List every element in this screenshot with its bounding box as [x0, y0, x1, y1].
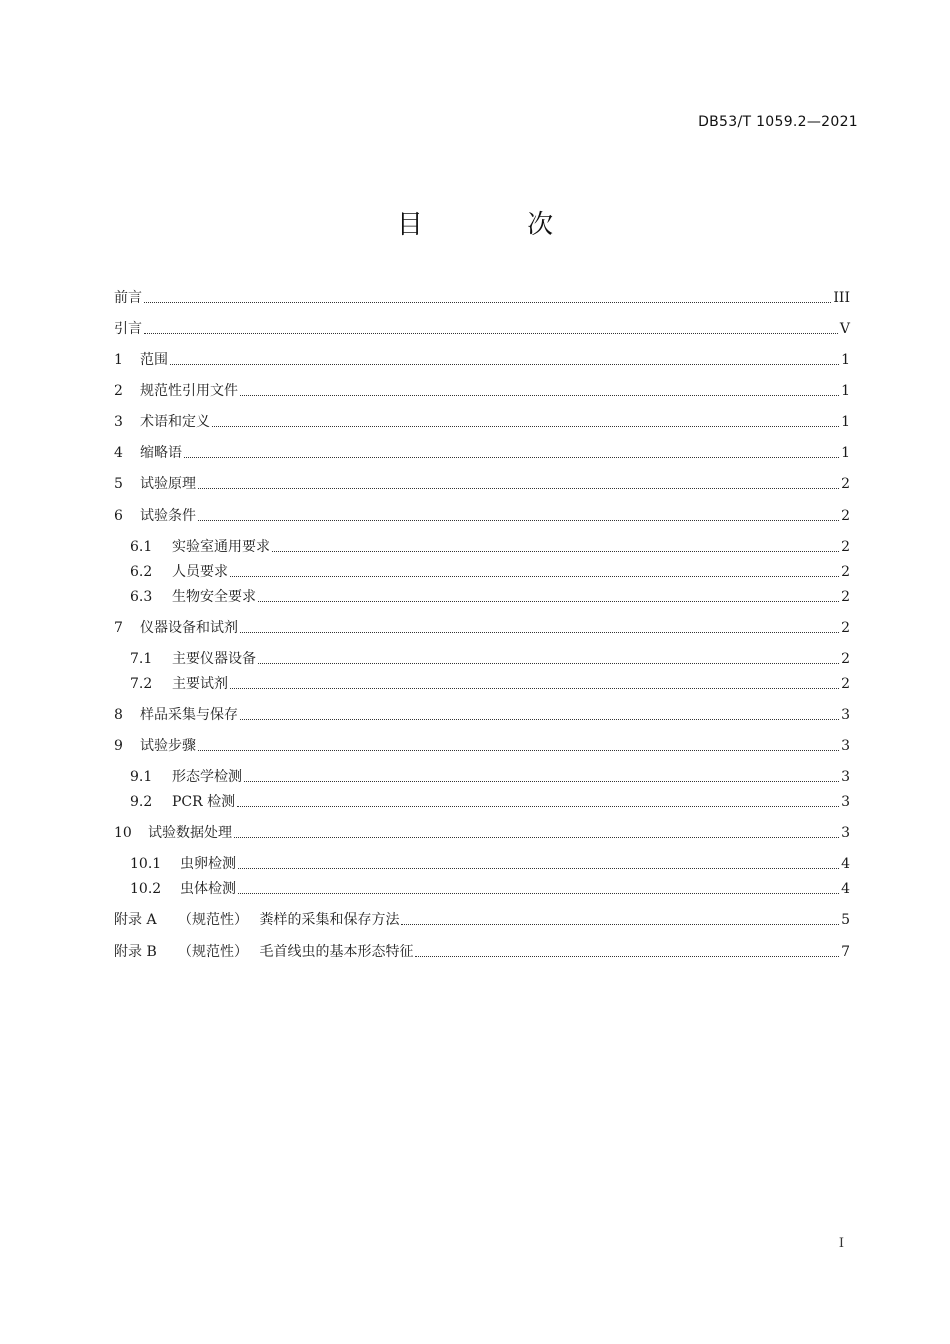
toc-leader-dots [415, 956, 839, 957]
toc-entry-label: 虫卵检测 [180, 856, 236, 872]
toc-leader-dots [238, 868, 839, 869]
toc-leader-dots [198, 488, 839, 489]
toc-leader-dots [240, 719, 839, 720]
toc-entry-page: 2 [841, 589, 850, 605]
toc-entry-number: 9.1 [130, 769, 153, 785]
toc-entry-page: 2 [841, 651, 850, 667]
toc-entry-label: 前言 [114, 290, 142, 306]
toc-entry[interactable] [114, 704, 850, 726]
toc-entry-page: 2 [841, 476, 850, 492]
toc-entry-page: V [839, 321, 850, 337]
toc-entry-number: 9.2 [130, 794, 153, 810]
toc-entry[interactable] [114, 318, 850, 340]
toc-entry-page: 7 [841, 944, 850, 960]
toc-entry-page: 3 [841, 769, 850, 785]
toc-leader-dots [184, 457, 839, 458]
toc-entry[interactable] [130, 853, 850, 875]
toc-entry[interactable] [114, 505, 850, 527]
toc-entry-number: 9 [114, 738, 123, 754]
toc-entry-page: 3 [841, 738, 850, 754]
toc-entry-number: 7.2 [130, 676, 153, 692]
toc-entry-label: 引言 [114, 321, 142, 337]
toc-entry[interactable] [114, 349, 850, 371]
toc-entry[interactable] [114, 909, 850, 931]
toc-entry-label: （规范性） 毛首线虫的基本形态特征 [178, 944, 414, 960]
toc-entry-label: 样品采集与保存 [140, 707, 238, 723]
toc-entry-label: 范围 [140, 352, 168, 368]
toc-entry-page: III [833, 290, 850, 306]
toc-leader-dots [230, 688, 839, 689]
toc-entry-label: 仪器设备和试剂 [140, 620, 238, 636]
toc-entry[interactable] [114, 941, 850, 963]
toc-leader-dots [234, 837, 839, 838]
toc-leader-dots [244, 781, 839, 782]
toc-leader-dots [272, 551, 839, 552]
toc-entry-number: 10.1 [130, 856, 162, 872]
toc-entry-label: 主要仪器设备 [172, 651, 256, 667]
toc-entry-page: 3 [841, 707, 850, 723]
toc-leader-dots [237, 806, 839, 807]
toc-entry[interactable] [130, 673, 850, 695]
toc-entry-page: 5 [841, 912, 850, 928]
toc-leader-dots [401, 924, 839, 925]
toc-entry-page: 2 [841, 508, 850, 524]
toc-leader-dots [144, 333, 838, 334]
toc-entry-number: 7 [114, 620, 123, 636]
toc-entry-label: 试验条件 [140, 508, 196, 524]
toc-entry-number: 6.1 [130, 539, 153, 555]
toc-entry-label: 试验数据处理 [148, 825, 232, 841]
toc-entry-number: 4 [114, 445, 123, 461]
toc-entry-page: 1 [841, 414, 850, 430]
toc-entry-number: 3 [114, 414, 123, 430]
toc-entry-number: 7.1 [130, 651, 153, 667]
toc-entry[interactable] [130, 586, 850, 608]
toc-leader-dots [258, 601, 839, 602]
toc-entry-label: （规范性） 粪样的采集和保存方法 [178, 912, 400, 928]
toc-entry-page: 4 [841, 881, 850, 897]
toc-entry[interactable] [130, 561, 850, 583]
toc-entry[interactable] [114, 617, 850, 639]
toc-entry[interactable] [130, 536, 850, 558]
toc-leader-dots [238, 893, 839, 894]
toc-entry-page: 2 [841, 676, 850, 692]
page-number: I [838, 1236, 844, 1251]
toc-entry-label: PCR 检测 [172, 794, 236, 810]
toc-entry-number: 6.2 [130, 564, 153, 580]
toc-entry[interactable] [130, 648, 850, 670]
toc-leader-dots [240, 395, 839, 396]
toc-entry-label: 形态学检测 [172, 769, 242, 785]
toc-leader-dots [230, 576, 839, 577]
toc-entry-page: 2 [841, 620, 850, 636]
toc-entry-number: 5 [114, 476, 123, 492]
toc-entry[interactable] [130, 766, 850, 788]
toc-entry-page: 2 [841, 539, 850, 555]
toc-entry-page: 3 [841, 794, 850, 810]
toc-leader-dots [212, 426, 839, 427]
toc-entry[interactable] [130, 878, 850, 900]
toc-entry-label: 主要试剂 [172, 676, 228, 692]
document-code: DB53/T 1059.2—2021 [698, 114, 858, 130]
toc-entry-number: 2 [114, 383, 123, 399]
page-title: 目 次 [396, 210, 602, 240]
toc-entry-label: 虫体检测 [180, 881, 236, 897]
toc-entry-page: 3 [841, 825, 850, 841]
toc-entry-number: 10.2 [130, 881, 162, 897]
toc-entry-label: 生物安全要求 [172, 589, 256, 605]
toc-entry-page: 1 [841, 445, 850, 461]
toc-leader-dots [258, 663, 839, 664]
toc-entry-label: 缩略语 [140, 445, 182, 461]
toc-entry[interactable] [114, 822, 850, 844]
toc-leader-dots [170, 364, 839, 365]
toc-entry-label: 试验原理 [140, 476, 196, 492]
toc-entry-label: 术语和定义 [140, 414, 210, 430]
toc-entry-number: 附录 B [114, 944, 157, 960]
toc-entry-number: 8 [114, 707, 123, 723]
toc-entry-number: 附录 A [114, 912, 157, 928]
toc-entry-number: 1 [114, 352, 123, 368]
toc-leader-dots [240, 632, 839, 633]
toc-entry[interactable] [114, 442, 850, 464]
toc-leader-dots [144, 302, 831, 303]
toc-entry[interactable] [114, 473, 850, 495]
toc-leader-dots [198, 750, 839, 751]
toc-entry-number: 6 [114, 508, 123, 524]
toc-entry-page: 1 [841, 352, 850, 368]
toc-entry-label: 实验室通用要求 [172, 539, 270, 555]
toc-entry-label: 规范性引用文件 [140, 383, 238, 399]
toc-entry-label: 试验步骤 [140, 738, 196, 754]
toc-entry-page: 1 [841, 383, 850, 399]
toc-entry[interactable] [130, 791, 850, 813]
toc-entry[interactable] [114, 287, 850, 309]
toc-leader-dots [198, 520, 839, 521]
toc-entry[interactable] [114, 380, 850, 402]
toc-entry-page: 2 [841, 564, 850, 580]
toc-entry[interactable] [114, 735, 850, 757]
toc-entry-page: 4 [841, 856, 850, 872]
toc-entry-number: 6.3 [130, 589, 153, 605]
toc-entry-label: 人员要求 [172, 564, 228, 580]
toc-entry-number: 10 [114, 825, 132, 841]
toc-entry[interactable] [114, 411, 850, 433]
